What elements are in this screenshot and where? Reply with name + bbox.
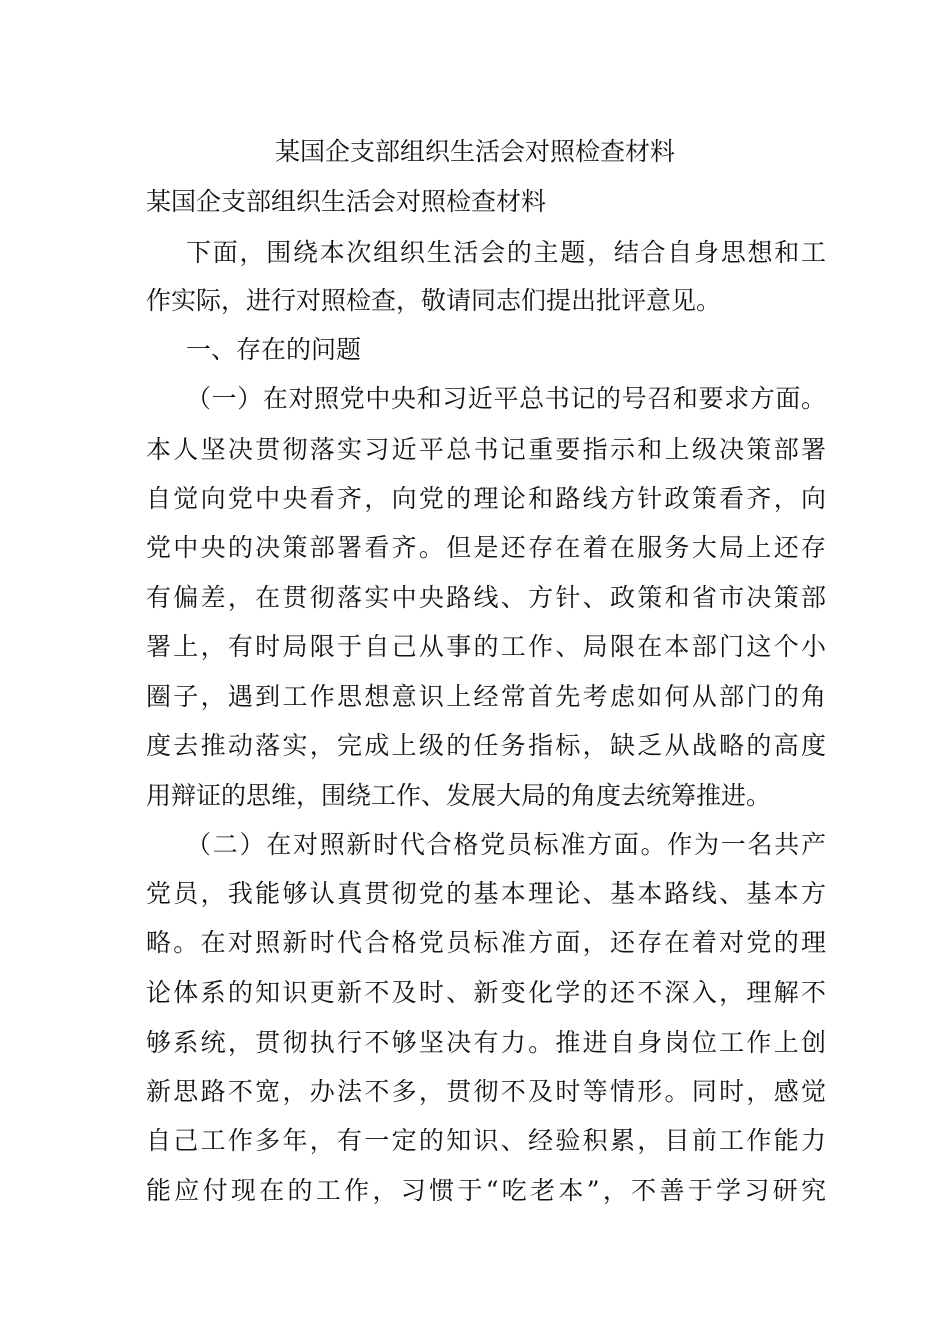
paragraph-line: 新思路不宽，办法不多，贯彻不及时等情形。同时，感觉: [146, 1077, 826, 1106]
paragraph-line: 自己工作多年，有一定的知识、经验积累，目前工作能力: [146, 1126, 826, 1155]
paragraph-line: 署上，有时局限于自己从事的工作、局限在本部门这个小: [146, 632, 826, 661]
paragraph-line: 党员，我能够认真贯彻党的基本理论、基本路线、基本方: [146, 879, 826, 908]
paragraph-line: 自觉向党中央看齐，向党的理论和路线方针政策看齐，向: [146, 484, 826, 513]
subsection-heading: （二）在对照新时代合格党员标准方面。作为一名共产: [186, 830, 826, 859]
subsection-heading: （一）在对照党中央和习近平总书记的号召和要求方面。: [186, 384, 826, 413]
paragraph-line: 作实际，进行对照检查，敬请同志们提出批评意见。: [146, 286, 722, 315]
document-subtitle: 某国企支部组织生活会对照检查材料: [146, 187, 547, 216]
paragraph-line: 能应付现在的工作，习惯于“吃老本”，不善于学习研究: [146, 1176, 826, 1205]
paragraph-line: 用辩证的思维，围绕工作、发展大局的角度去统筹推进。: [146, 781, 772, 810]
paragraph-line: 论体系的知识更新不及时、新变化学的还不深入，理解不: [146, 978, 826, 1007]
section-heading: 一、存在的问题: [186, 335, 362, 364]
paragraph-line: 够系统，贯彻执行不够坚决有力。推进自身岗位工作上创: [146, 1028, 826, 1057]
paragraph-line: 本人坚决贯彻落实习近平总书记重要指示和上级决策部署: [146, 435, 826, 464]
paragraph-line: 度去推动落实，完成上级的任务指标，缺乏从战略的高度: [146, 731, 826, 760]
document-title: 某国企支部组织生活会对照检查材料: [274, 137, 675, 166]
paragraph-line: 圈子，遇到工作思想意识上经常首先考虑如何从部门的角: [146, 682, 826, 711]
paragraph-line: 下面，围绕本次组织生活会的主题，结合自身思想和工: [186, 238, 826, 267]
paragraph-line: 有偏差，在贯彻落实中央路线、方针、政策和省市决策部: [146, 583, 826, 612]
paragraph-line: 略。在对照新时代合格党员标准方面，还存在着对党的理: [146, 928, 826, 957]
paragraph-line: 党中央的决策部署看齐。但是还存在着在服务大局上还存: [146, 533, 826, 562]
